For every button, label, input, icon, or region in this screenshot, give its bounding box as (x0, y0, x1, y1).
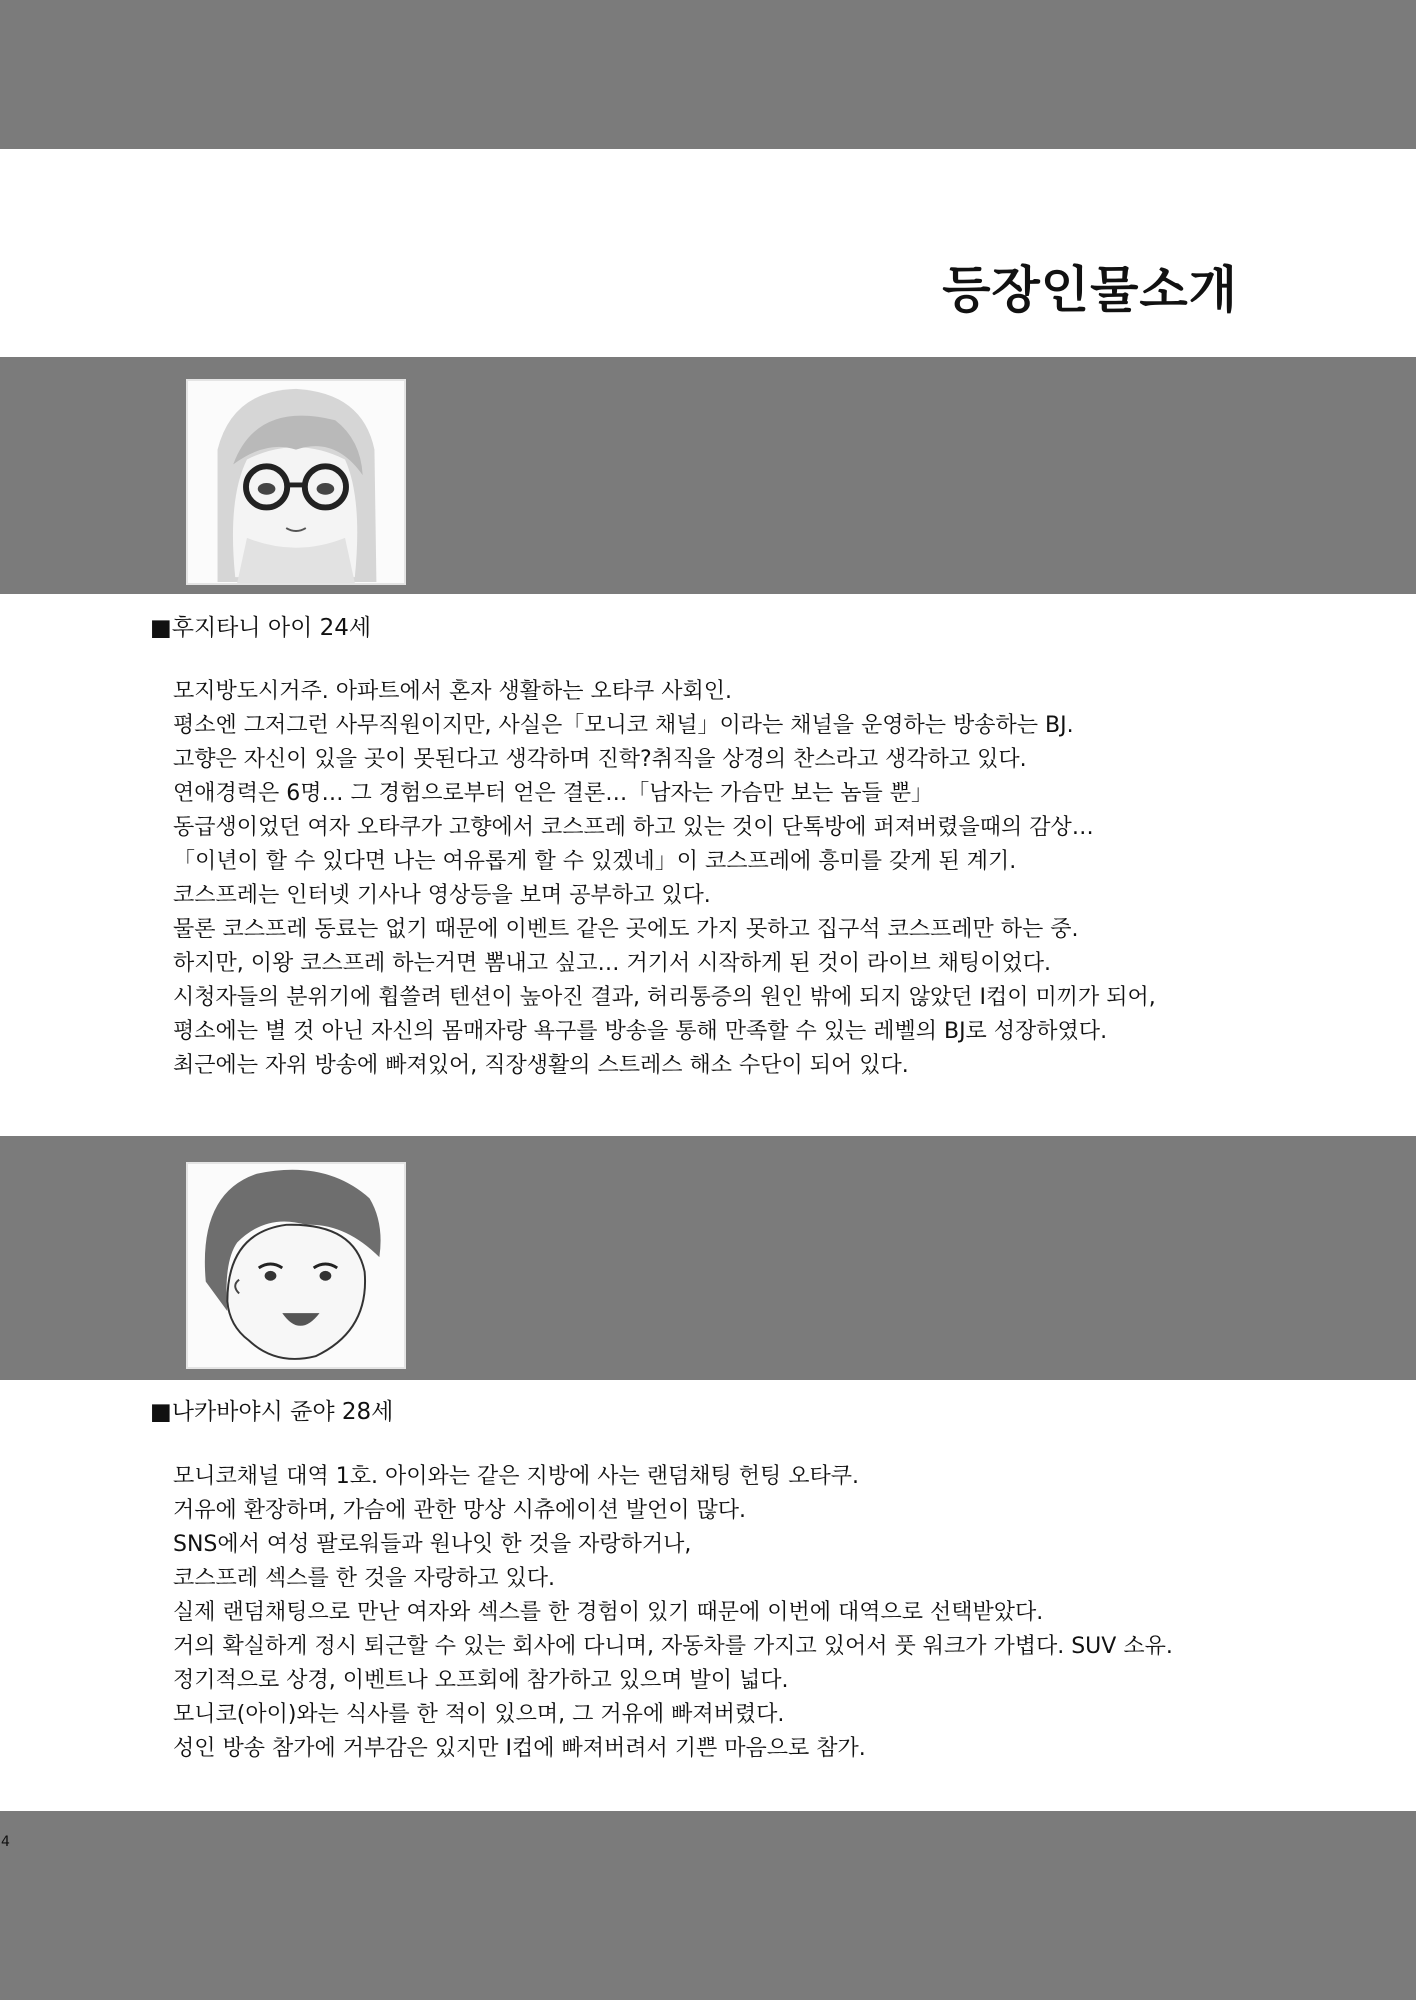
page-number: 4 (1, 1834, 10, 1850)
bottom-band (0, 1811, 1416, 2000)
bio-line: 모니코(아이)와는 식사를 한 적이 있으며, 그 거유에 빠져버렸다. (173, 1702, 785, 1727)
bio-line: 코스프레는 인터넷 기사나 영상등을 보며 공부하고 있다. (173, 883, 711, 908)
bio-line: SNS에서 여성 팔로워들과 원나잇 한 것을 자랑하거나, (173, 1532, 692, 1557)
bio-line: 모니코채널 대역 1호. 아이와는 같은 지방에 사는 랜덤채팅 헌팅 오타쿠. (173, 1464, 859, 1489)
portrait-man-smiling (186, 1162, 406, 1369)
bio-line: 평소엔 그저그런 사무직원이지만, 사실은「모니코 채널」이라는 채널을 운영하는 방송하는 BJ. (173, 713, 1074, 738)
bio-line: 코스프레 섹스를 한 것을 자랑하고 있다. (173, 1566, 555, 1591)
bio-line: 평소에는 별 것 아닌 자신의 몸매자랑 욕구를 방송을 통해 만족할 수 있는 레벨의 BJ로 성장하였다. (173, 1019, 1108, 1044)
bio-line: 실제 랜덤채팅으로 만난 여자와 섹스를 한 경험이 있기 때문에 이번에 대역으로 선택받았다. (173, 1600, 1044, 1625)
portrait-woman-glasses (186, 379, 406, 585)
bio-line: 물론 코스프레 동료는 없기 때문에 이벤트 같은 곳에도 가지 못하고 집구석 코스프레만 하는 중. (173, 917, 1079, 942)
bio-line: 하지만, 이왕 코스프레 하는거면 뽐내고 싶고… 거기서 시작하게 된 것이 라이브 채팅이었다. (173, 951, 1051, 976)
bio-line: 거유에 환장하며, 가슴에 관한 망상 시츄에이션 발언이 많다. (173, 1498, 746, 1523)
bio-line: 동급생이었던 여자 오타쿠가 고향에서 코스프레 하고 있는 것이 단톡방에 퍼져버렸을때의 감상… (173, 815, 1094, 840)
character-bio-2 (173, 1460, 1173, 1766)
bio-line: 성인 방송 참가에 거부감은 있지만 I컵에 빠져버려서 기쁜 마음으로 참가. (173, 1736, 866, 1761)
bio-line: 정기적으로 상경, 이벤트나 오프회에 참가하고 있으며 발이 넓다. (173, 1668, 789, 1693)
character-bio-1 (173, 675, 1156, 1083)
page-title: 등장인물소개 (942, 261, 1238, 319)
character-name-1: ■후지타니 아이 24세 (150, 615, 372, 641)
character-name-2: ■나카바야시 쥰야 28세 (150, 1399, 394, 1425)
bio-line: 고향은 자신이 있을 곳이 못된다고 생각하며 진학?취직을 상경의 찬스라고 생각하고 있다. (173, 747, 1027, 772)
bio-line: 연애경력은 6명… 그 경험으로부터 얻은 결론…「남자는 가슴만 보는 놈들 뿐」 (173, 781, 933, 806)
bio-line: 최근에는 자위 방송에 빠져있어, 직장생활의 스트레스 해소 수단이 되어 있다. (173, 1053, 909, 1078)
bio-line: 거의 확실하게 정시 퇴근할 수 있는 회사에 다니며, 자동차를 가지고 있어서 풋 워크가 가볍다. SUV 소유. (173, 1634, 1173, 1659)
bio-line: 모지방도시거주. 아파트에서 혼자 생활하는 오타쿠 사회인. (173, 679, 733, 704)
bio-line: 「이년이 할 수 있다면 나는 여유롭게 할 수 있겠네」이 코스프레에 흥미를 갖게 된 계기. (173, 849, 1017, 874)
bio-line: 시청자들의 분위기에 휩쓸려 텐션이 높아진 결과, 허리통증의 원인 밖에 되지 않았던 I컵이 미끼가 되어, (173, 985, 1156, 1010)
top-band (0, 0, 1416, 149)
